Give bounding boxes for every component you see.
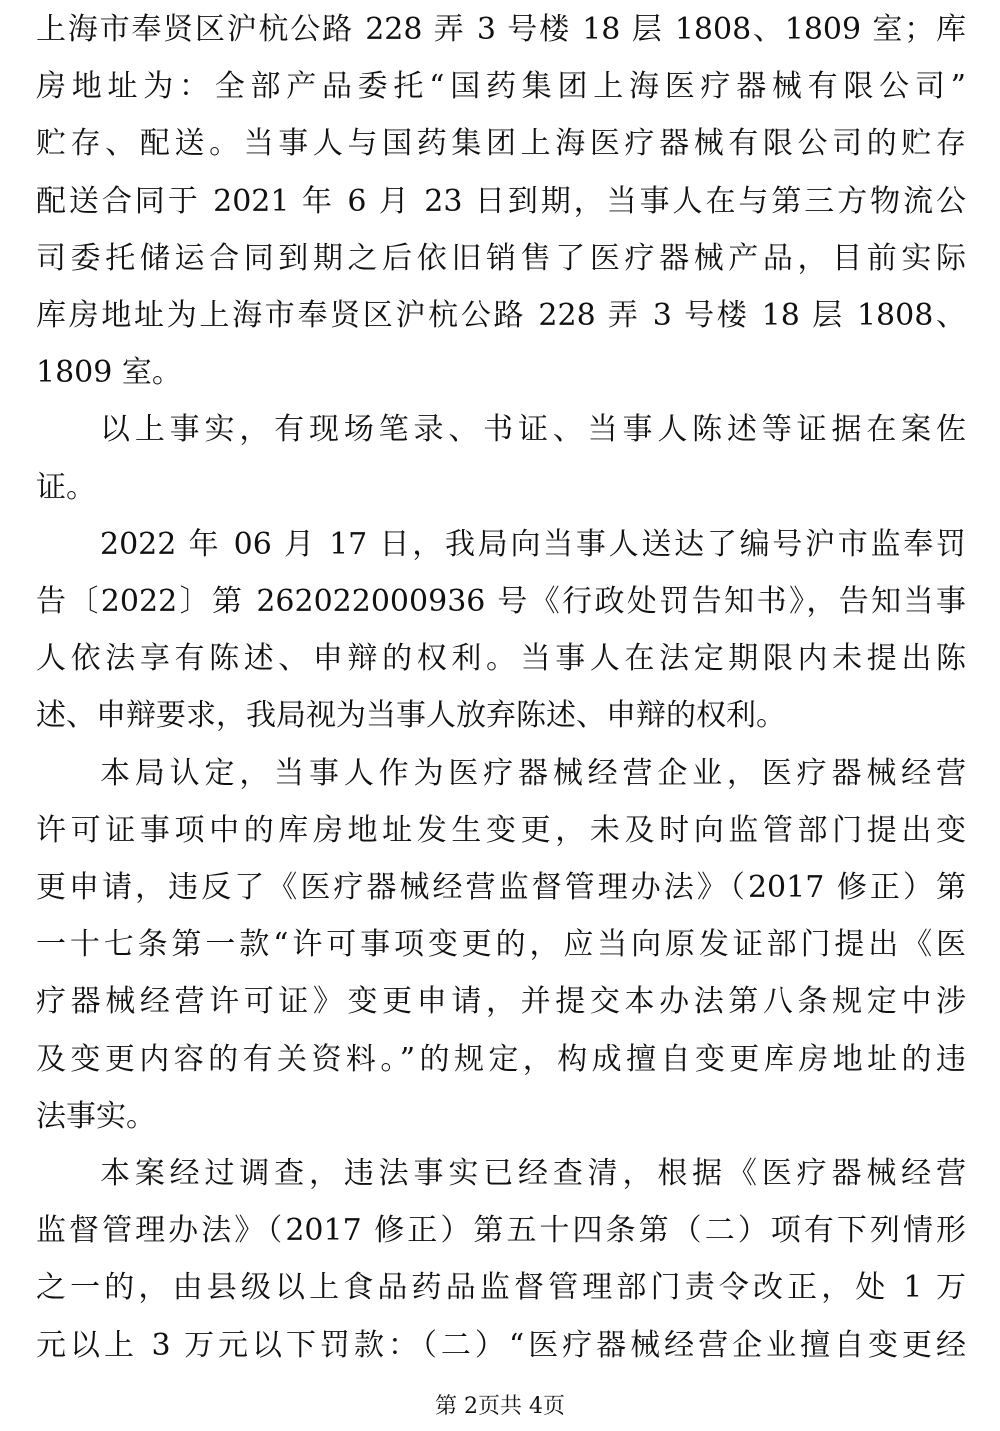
body-line-3: 贮存、配送。当事人与国药集团上海医疗器械有限公司的贮存: [36, 126, 966, 161]
body-line-8: 以上事实，有现场笔录、书证、当事人陈述等证据在案佐: [100, 412, 966, 447]
body-line-1: 上海市奉贤区沪杭公路 228 弄 3 号楼 18 层 1808、1809 室；库: [36, 12, 966, 47]
page-footer: 第 2页共 4页: [435, 1394, 565, 1419]
body-line-24: 元以上 3 万元以下罚款：（二）“医疗器械经营企业擅自变更经: [36, 1328, 966, 1363]
body-line-12: 人依法享有陈述、申辩的权利。当事人在法定期限内未提出陈: [36, 641, 966, 676]
body-line-7: 1809 室。: [36, 355, 182, 390]
body-line-18: 疗器械经营许可证》变更申请，并提交本办法第八条规定中涉: [36, 984, 966, 1019]
body-line-15: 许可证事项中的库房地址发生变更，未及时向监管部门提出变: [36, 813, 966, 848]
body-line-6: 库房地址为上海市奉贤区沪杭公路 228 弄 3 号楼 18 层 1808、: [36, 298, 966, 333]
document-page: [36, 0, 966, 1431]
body-line-9: 证。: [36, 470, 96, 505]
body-line-22: 监督管理办法》（2017 修正）第五十四条第（二）项有下列情形: [36, 1213, 966, 1248]
body-line-11: 告〔2022〕第 262022000936 号《行政处罚告知书》，告知当事: [36, 584, 966, 619]
body-line-4: 配送合同于 2021 年 6 月 23 日到期，当事人在与第三方物流公: [36, 184, 966, 219]
body-line-10: 2022 年 06 月 17 日，我局向当事人送达了编号沪市监奉罚: [100, 527, 966, 562]
body-line-21: 本案经过调查，违法事实已经查清，根据《医疗器械经营: [100, 1156, 966, 1191]
body-line-19: 及变更内容的有关资料。”的规定，构成擅自变更库房地址的违: [36, 1042, 966, 1077]
body-line-17: 一十七条第一款“许可事项变更的，应当向原发证部门提出《医: [36, 927, 966, 962]
body-line-5: 司委托储运合同到期之后依旧销售了医疗器械产品，目前实际: [36, 241, 966, 276]
body-line-16: 更申请，违反了《医疗器械经营监督管理办法》（2017 修正）第: [36, 870, 966, 905]
body-line-20: 法事实。: [36, 1099, 156, 1134]
body-line-14: 本局认定，当事人作为医疗器械经营企业，医疗器械经营: [100, 756, 966, 791]
body-line-2: 房地址为：全部产品委托“国药集团上海医疗器械有限公司”: [36, 69, 966, 104]
body-line-13: 述、申辩要求，我局视为当事人放弃陈述、申辩的权利。: [36, 698, 786, 733]
body-line-23: 之一的，由县级以上食品药品监督管理部门责令改正，处 1 万: [36, 1270, 966, 1305]
